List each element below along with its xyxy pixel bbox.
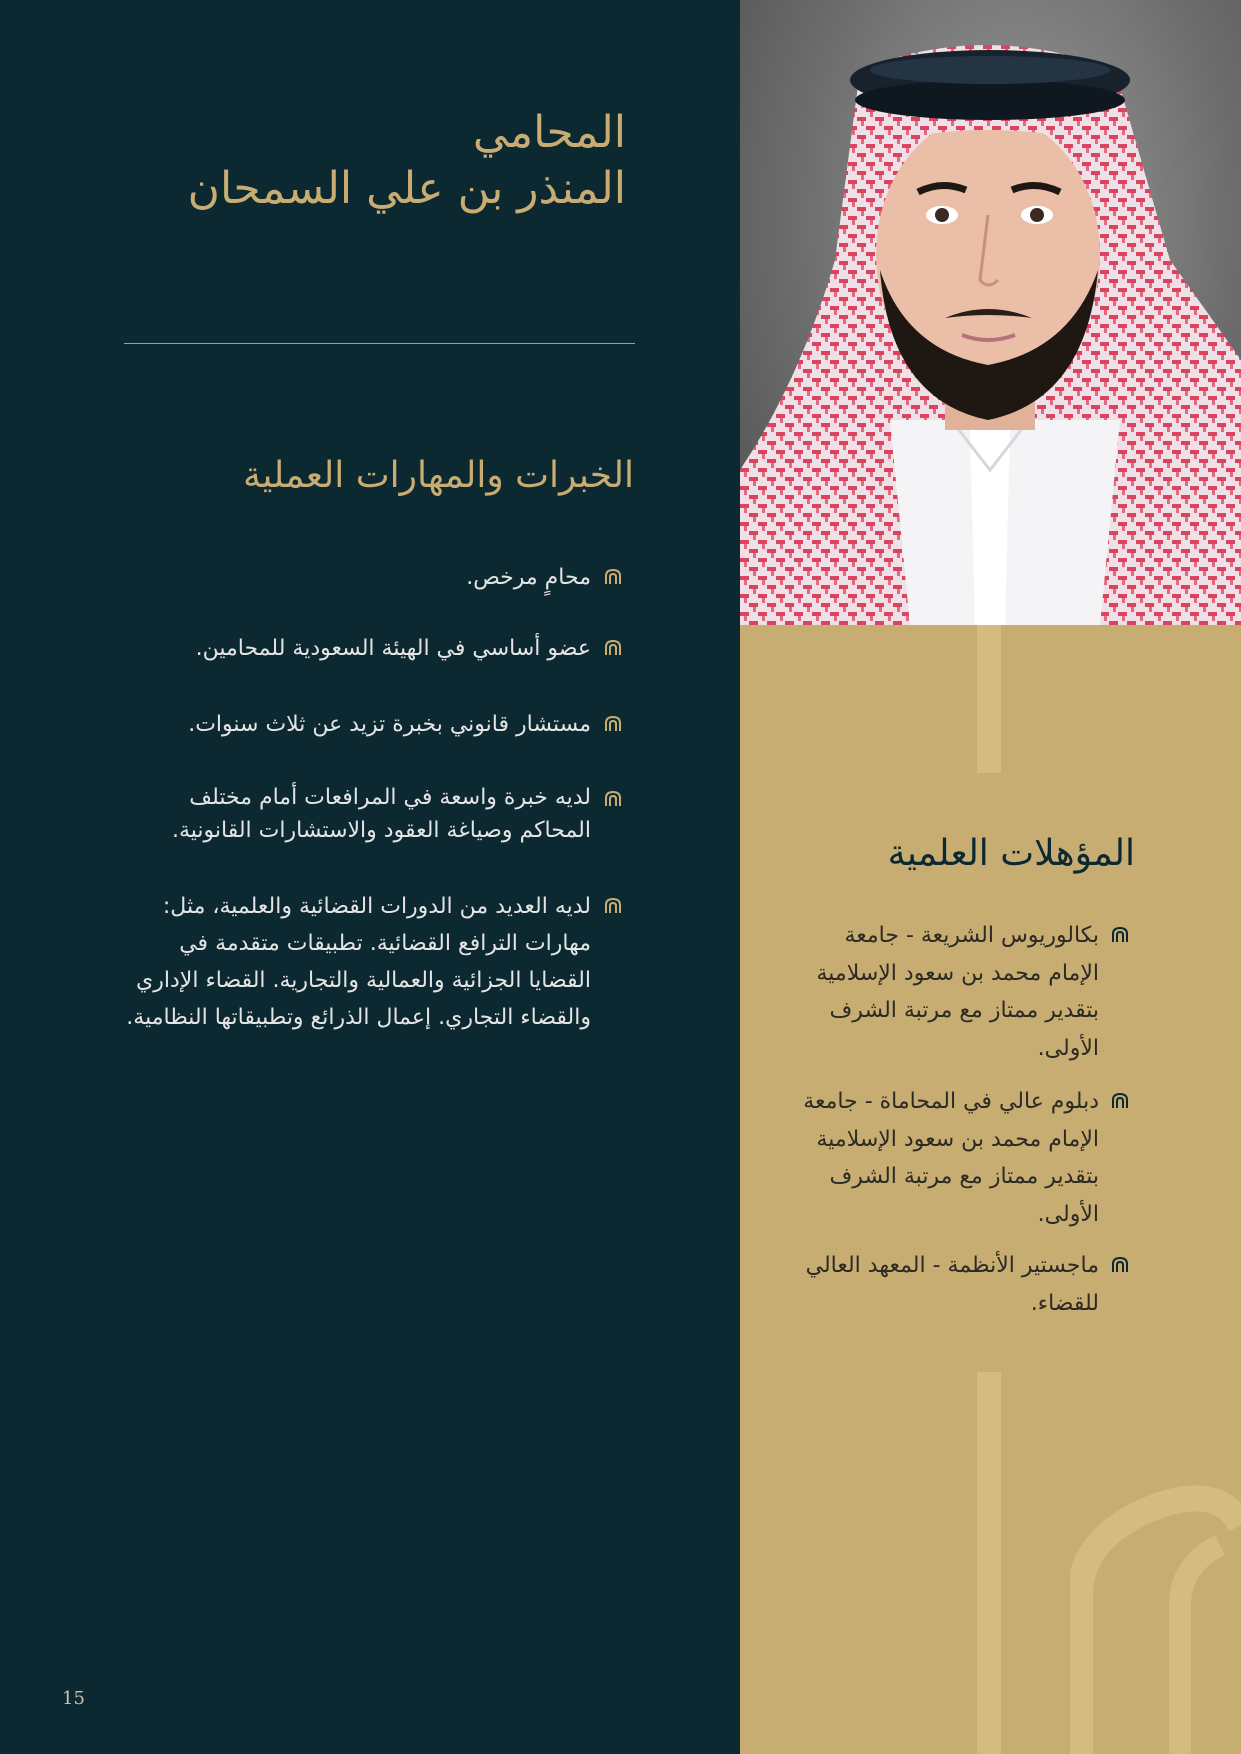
decorative-bar-top — [977, 625, 1001, 773]
arch-bullet-icon — [591, 781, 635, 817]
page-title — [66, 105, 626, 217]
experience-item — [95, 630, 635, 667]
arch-decoration-icon — [1070, 1465, 1241, 1754]
qualification-item — [801, 1247, 1141, 1322]
qualification-item-text: دبلوم عالي في المحاماة - جامعة الإمام محمد بن سعود الإسلامية بتقدير ممتاز مع مرتبة الشرف الأولى. — [803, 1089, 1099, 1227]
arch-bullet-icon — [591, 630, 635, 666]
qualification-item — [801, 1083, 1141, 1233]
experience-item-text: محامٍ مرخص. — [466, 565, 591, 590]
portrait-illustration — [740, 0, 1241, 625]
experience-heading: الخبرات والمهارات العملية — [243, 455, 634, 496]
experience-item — [95, 559, 635, 596]
experience-item — [115, 781, 635, 847]
title-line-1: المحامي — [472, 107, 626, 158]
qualification-item-text: ماجستير الأنظمة - المعهد العالي للقضاء. — [805, 1253, 1099, 1316]
decorative-bar-bottom — [977, 1372, 1001, 1754]
qualification-item — [801, 917, 1141, 1067]
portrait-photo — [740, 0, 1241, 625]
page-number: 15 — [62, 1688, 85, 1709]
experience-item — [115, 888, 635, 1036]
arch-bullet-icon — [1099, 917, 1141, 953]
arch-bullet-icon — [591, 888, 635, 924]
experience-item-text: لديه خبرة واسعة في المرافعات أمام مختلف المحاكم وصياغة العقود والاستشارات القانونية. — [171, 785, 591, 843]
experience-item — [95, 706, 635, 743]
arch-bullet-icon — [591, 706, 635, 742]
arch-bullet-icon — [1099, 1247, 1141, 1283]
divider-line — [124, 343, 635, 344]
experience-item-text: عضو أساسي في الهيئة السعودية للمحامين. — [195, 636, 591, 661]
qualifications-heading: المؤهلات العلمية — [887, 833, 1135, 874]
arch-bullet-icon — [591, 559, 635, 595]
title-line-2: المنذر بن علي السمحان — [187, 163, 626, 214]
arch-bullet-icon — [1099, 1083, 1141, 1119]
qualification-item-text: بكالوريوس الشريعة - جامعة الإمام محمد بن سعود الإسلامية بتقدير ممتاز مع مرتبة الشرف الأولى. — [816, 923, 1099, 1061]
experience-item-text: لديه العديد من الدورات القضائية والعلمية، مثل: مهارات الترافع القضائية. تطبيقات متقدمة في القضايا الجزائية والعمالية والتجارية. القضاء الإداري والقضاء التجاري. إعمال الذرائع وتطبيقاتها النظامية. — [126, 894, 591, 1030]
experience-item-text: مستشار قانوني بخبرة تزيد عن ثلاث سنوات. — [188, 712, 591, 737]
